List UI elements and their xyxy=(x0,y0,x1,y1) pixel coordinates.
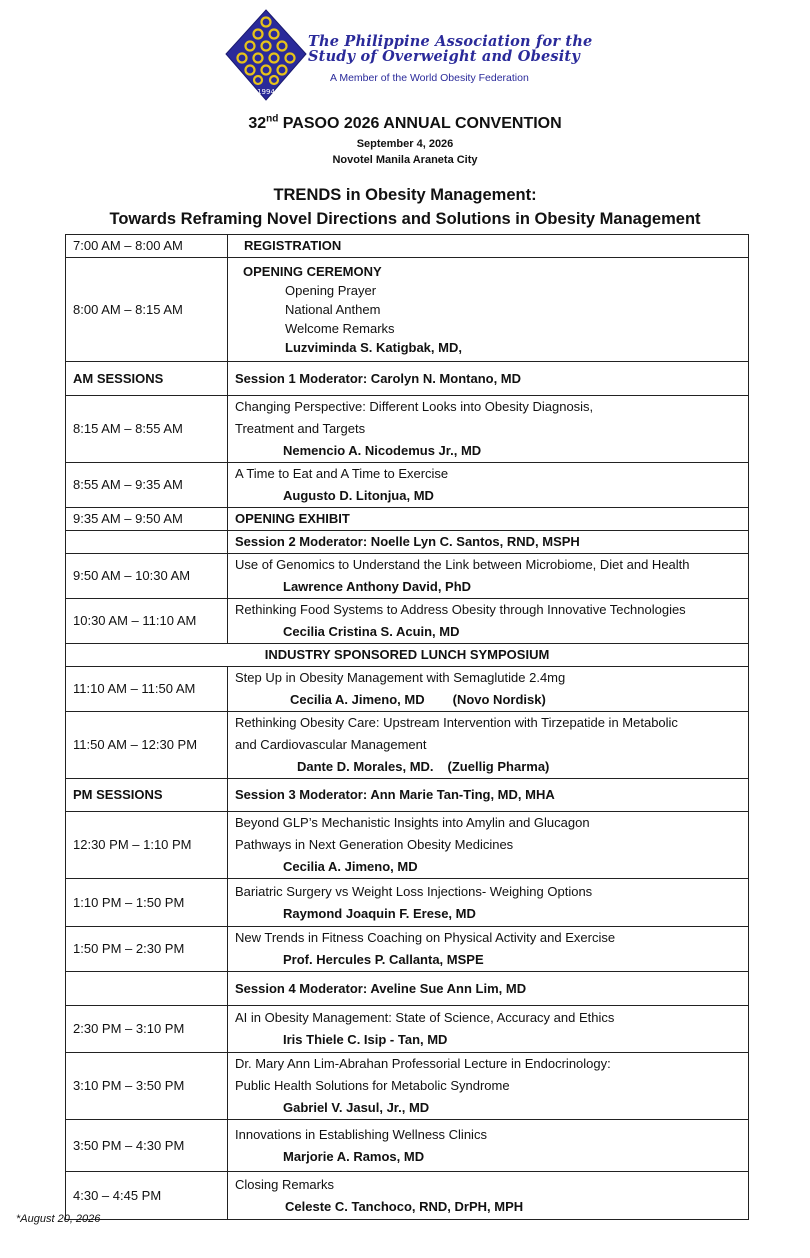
session-cell xyxy=(228,667,749,712)
time-cell: 9:35 AM – 9:50 AM xyxy=(66,508,228,531)
speaker: Augusto D. Litonjua, MD xyxy=(283,488,434,503)
convention-date: September 4, 2026 xyxy=(356,138,454,150)
speaker: Cecilia A. Jimeno, MD xyxy=(283,859,418,874)
table-row xyxy=(66,779,749,812)
session-cell xyxy=(228,927,749,972)
session-cell xyxy=(228,812,749,879)
session-cell xyxy=(228,1172,749,1220)
session-title: REGISTRATION xyxy=(228,235,749,258)
table-row xyxy=(66,812,749,879)
speaker: Lawrence Anthony David, PhD xyxy=(283,579,472,594)
time-cell: 1:10 PM – 1:50 PM xyxy=(66,879,228,927)
sponsor: (Zuellig Pharma) xyxy=(447,759,550,774)
table-row xyxy=(66,1053,749,1120)
table-row xyxy=(66,879,749,927)
convention-title-rest: PASOO 2026 ANNUAL CONVENTION xyxy=(278,115,562,132)
footnote-date: *August 20, 2026 xyxy=(16,1213,101,1225)
session-title: OPENING CEREMONY xyxy=(243,264,382,279)
table-row xyxy=(66,599,749,644)
session-cell xyxy=(228,554,749,599)
table-row xyxy=(66,531,749,554)
theme-line1: TRENDS in Obesity Management: xyxy=(273,186,537,204)
session-cell xyxy=(228,1120,749,1172)
session-title-cont: Public Health Solutions for Metabolic Syndrome xyxy=(235,1078,510,1093)
table-row xyxy=(66,235,749,258)
table-row xyxy=(66,1006,749,1053)
table-row xyxy=(66,1172,749,1220)
speaker: Cecilia Cristina S. Acuin, MD xyxy=(283,624,460,639)
speaker-line xyxy=(235,756,741,778)
pasoo-logo-icon xyxy=(224,8,308,104)
table-row xyxy=(66,554,749,599)
session-cell xyxy=(228,1006,749,1053)
time-cell: 7:00 AM – 8:00 AM xyxy=(66,235,228,258)
session-cell xyxy=(228,463,749,508)
session-cell xyxy=(228,396,749,463)
speaker: Iris Thiele C. Isip - Tan, MD xyxy=(283,1032,448,1047)
session-title: Step Up in Obesity Management with Semaglutide 2.4mg xyxy=(235,670,566,685)
time-cell: 3:50 PM – 4:30 PM xyxy=(66,1120,228,1172)
moderator: Session 4 Moderator: Aveline Sue Ann Lim, MD xyxy=(228,972,749,1006)
session-title: Innovations in Establishing Wellness Clinics xyxy=(235,1126,487,1142)
convention-title xyxy=(0,115,810,133)
org-name-line2: Study of Overweight and Obesity xyxy=(308,48,580,65)
lunch-symposium-header: INDUSTRY SPONSORED LUNCH SYMPOSIUM xyxy=(66,644,749,667)
speaker: Luzviminda S. Katigbak, MD, xyxy=(285,340,462,355)
table-row xyxy=(66,508,749,531)
speaker: Nemencio A. Nicodemus Jr., MD xyxy=(283,443,482,458)
speaker: Celeste C. Tanchoco, RND, DrPH, MPH xyxy=(285,1198,524,1214)
member-line: A Member of the World Obesity Federation xyxy=(330,72,529,84)
session-cell xyxy=(228,879,749,927)
table-row xyxy=(66,927,749,972)
time-cell xyxy=(66,531,228,554)
time-cell: 10:30 AM – 11:10 AM xyxy=(66,599,228,644)
session-title: Rethinking Food Systems to Address Obesity through Innovative Technologies xyxy=(235,602,686,617)
table-row xyxy=(66,712,749,779)
session-cell xyxy=(228,712,749,779)
session-title: Rethinking Obesity Care: Upstream Intervention with Tirzepatide in Metabolic xyxy=(235,715,678,730)
time-cell: 4:30 – 4:45 PM xyxy=(66,1172,228,1220)
opening-ceremony-cell xyxy=(228,258,749,362)
section-label: PM SESSIONS xyxy=(66,779,228,812)
time-cell: 12:30 PM – 1:10 PM xyxy=(66,812,228,879)
session-title: Closing Remarks xyxy=(235,1176,334,1192)
speaker-line xyxy=(235,689,741,711)
time-cell: 8:15 AM – 8:55 AM xyxy=(66,396,228,463)
moderator: Session 3 Moderator: Ann Marie Tan-Ting, MD, MHA xyxy=(228,779,749,812)
speaker: Dante D. Morales, MD. xyxy=(297,759,434,774)
time-cell: 1:50 PM – 2:30 PM xyxy=(66,927,228,972)
table-row xyxy=(66,972,749,1006)
moderator: Session 1 Moderator: Carolyn N. Montano, MD xyxy=(228,362,749,396)
time-cell: 11:10 AM – 11:50 AM xyxy=(66,667,228,712)
table-row xyxy=(66,396,749,463)
session-title-cont: Pathways in Next Generation Obesity Medicines xyxy=(235,837,514,852)
session-title: Dr. Mary Ann Lim-Abrahan Professorial Lecture in Endocrinology: xyxy=(235,1056,611,1071)
speaker: Gabriel V. Jasul, Jr., MD xyxy=(283,1100,430,1115)
section-label: AM SESSIONS xyxy=(66,362,228,396)
speaker: Prof. Hercules P. Callanta, MSPE xyxy=(283,952,484,967)
session-title: New Trends in Fitness Coaching on Physical Activity and Exercise xyxy=(235,930,616,945)
time-cell xyxy=(66,972,228,1006)
session-title: A Time to Eat and A Time to Exercise xyxy=(235,466,449,481)
session-title: OPENING EXHIBIT xyxy=(228,508,749,531)
session-title: Bariatric Surgery vs Weight Loss Injections- Weighing Options xyxy=(235,883,593,899)
speaker: Raymond Joaquin F. Erese, MD xyxy=(283,905,476,921)
table-row xyxy=(66,258,749,362)
speaker: Cecilia A. Jimeno, MD xyxy=(290,692,425,707)
session-cell xyxy=(228,599,749,644)
convention-number: 32 xyxy=(248,115,267,132)
ceremony-item: National Anthem xyxy=(285,302,381,317)
moderator: Session 2 Moderator: Noelle Lyn C. Santos, RND, MSPH xyxy=(228,531,749,554)
session-title: AI in Obesity Management: State of Science, Accuracy and Ethics xyxy=(235,1010,615,1025)
time-cell: 11:50 AM – 12:30 PM xyxy=(66,712,228,779)
table-row xyxy=(66,463,749,508)
table-row xyxy=(66,1120,749,1172)
time-cell: 8:55 AM – 9:35 AM xyxy=(66,463,228,508)
session-title: Beyond GLP’s Mechanistic Insights into Amylin and Glucagon xyxy=(235,815,590,830)
speaker: Marjorie A. Ramos, MD xyxy=(283,1148,425,1164)
header-logo-block xyxy=(224,8,604,104)
session-cell xyxy=(228,1053,749,1120)
ceremony-item: Welcome Remarks xyxy=(285,321,395,336)
ceremony-item: Opening Prayer xyxy=(285,283,377,298)
session-title-cont: Treatment and Targets xyxy=(235,421,366,436)
session-title-cont: and Cardiovascular Management xyxy=(235,737,427,752)
table-row xyxy=(66,644,749,667)
time-cell: 8:00 AM – 8:15 AM xyxy=(66,258,228,362)
sponsor: (Novo Nordisk) xyxy=(452,692,546,707)
schedule-table xyxy=(65,234,749,1220)
logo-year: 1994 xyxy=(257,88,275,96)
organization-name xyxy=(308,34,608,64)
time-cell: 9:50 AM – 10:30 AM xyxy=(66,554,228,599)
org-name-line1: The Philippine Association for the xyxy=(308,33,593,50)
table-row xyxy=(66,362,749,396)
convention-ordinal: nd xyxy=(266,113,279,125)
theme-line2: Towards Reframing Novel Directions and Solutions in Obesity Management xyxy=(109,210,701,228)
session-title: Changing Perspective: Different Looks into Obesity Diagnosis, xyxy=(235,399,594,414)
time-cell: 2:30 PM – 3:10 PM xyxy=(66,1006,228,1053)
table-row xyxy=(66,667,749,712)
convention-venue: Novotel Manila Araneta City xyxy=(332,154,478,166)
session-title: Use of Genomics to Understand the Link between Microbiome, Diet and Health xyxy=(235,557,690,572)
time-cell: 3:10 PM – 3:50 PM xyxy=(66,1053,228,1120)
